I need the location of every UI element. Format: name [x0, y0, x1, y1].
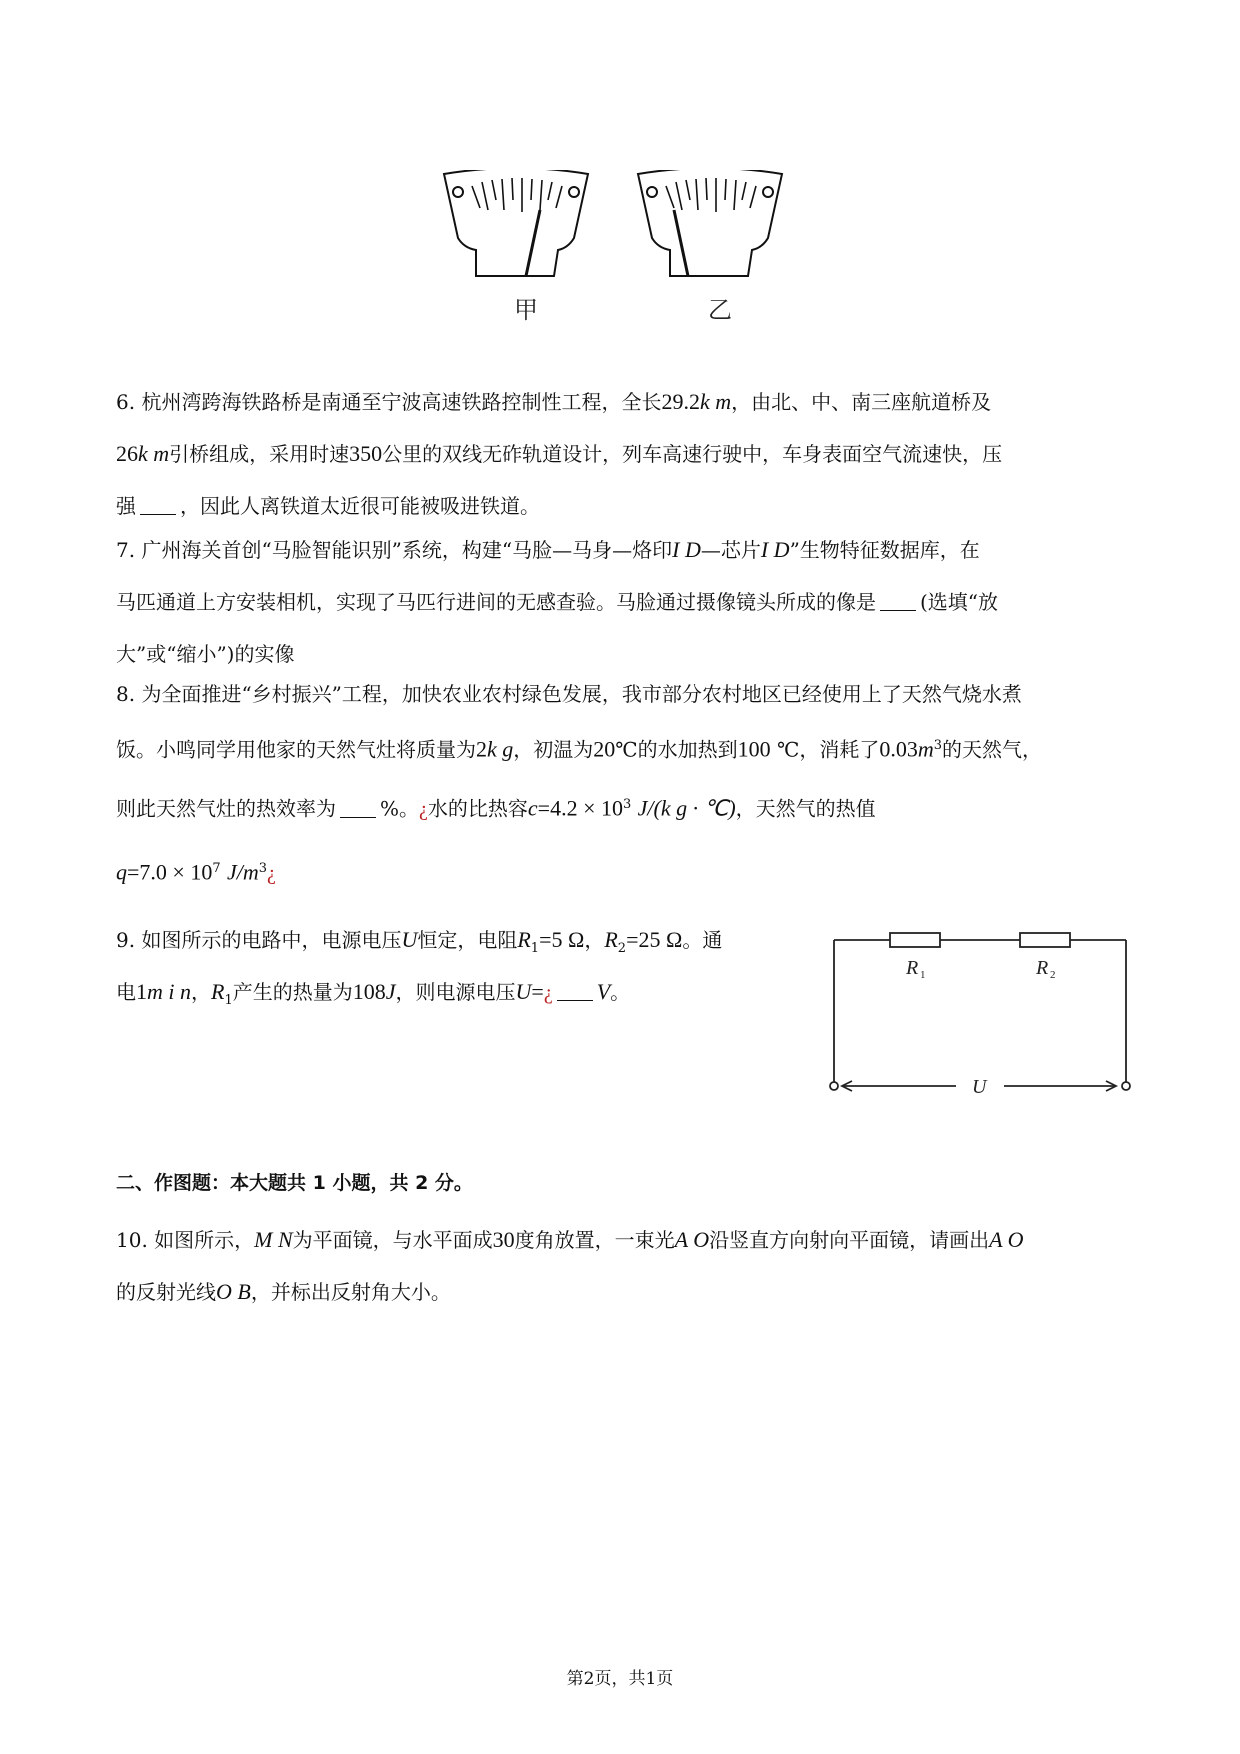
resistor-symbol: R: [604, 927, 618, 952]
q8-line-3: [116, 772, 1126, 838]
voltage-symbol: U: [515, 979, 532, 1004]
volume-value: 0.03: [879, 736, 918, 762]
meter-figure: [436, 170, 808, 332]
ray-symbol: A O: [674, 1227, 710, 1252]
terminal-left: [830, 1082, 838, 1090]
q6-text: ，因此人离铁道太近很可能被吸进铁道。: [180, 494, 540, 518]
q10-text: 为平面镜，与水平面成: [292, 1228, 493, 1252]
time-value: 1: [136, 979, 147, 1004]
resistor-symbol: R: [211, 979, 225, 1004]
q8-text: 水的比热容: [427, 796, 528, 821]
q9-text: 如图所示的电路中，电源电压: [141, 928, 402, 952]
formula-symbol: c: [527, 795, 538, 821]
circuit-label-r2: R: [1036, 957, 1049, 979]
q9-line-2: [116, 966, 816, 1018]
garbled-symbol: ¿: [419, 798, 428, 821]
q10-text: 的反射光线: [116, 1280, 216, 1304]
q8-text: 饭。小鸣同学用他家的天然气灶将质量为: [116, 737, 476, 762]
q10-text: ，并标出反射角大小。: [250, 1280, 451, 1304]
q8-text: 的水加热到: [637, 737, 738, 762]
q6-text: ，由北、中、南三座航道桥及: [731, 390, 992, 414]
q9-text: ，则电源电压: [395, 980, 516, 1004]
id-symbol: I D: [672, 537, 701, 562]
q8-text: 的天然气，: [942, 737, 1043, 762]
meter-label-yi: 乙: [708, 296, 732, 324]
subscript: 1: [224, 993, 233, 1008]
meter-jia: [444, 170, 588, 276]
garbled-symbol: ¿: [543, 982, 553, 1004]
q7-line-1: [116, 524, 1126, 576]
volume-unit: m: [917, 736, 934, 762]
q10-line-1: [116, 1214, 1126, 1266]
id-symbol: I D: [760, 537, 790, 562]
voltage-unit: V: [596, 979, 611, 1004]
temp-final: 100: [737, 736, 771, 762]
resistor-value: =5 Ω: [539, 927, 585, 952]
formula-symbol: q: [116, 859, 127, 885]
formula-unit: J/m: [226, 859, 259, 885]
question-10: [116, 1214, 1126, 1318]
q10-text: 沿竖直方向射向平面镜，请画出: [709, 1228, 990, 1252]
q7-text: 马匹通道上方安装相机，实现了马匹行进间的无感查验。马脸通过摄像镜头所成的像是: [116, 590, 876, 614]
terminal-right: [1122, 1082, 1130, 1090]
answer-blank[interactable]: [140, 494, 176, 515]
answer-blank[interactable]: [880, 590, 916, 611]
meter-label-jia: 甲: [514, 296, 538, 324]
q10-text: 度角放置，一束光: [514, 1228, 675, 1252]
circuit-diagram: [826, 924, 1132, 1094]
question-8: [116, 668, 1126, 900]
voltage-symbol: U: [401, 927, 418, 952]
question-number: 6.: [116, 390, 136, 414]
question-number: 10.: [116, 1228, 148, 1252]
circuit-label-r2-sub: 2: [1050, 969, 1056, 981]
question-7: [116, 524, 1126, 680]
q6-line-1: [116, 376, 1126, 428]
mass-unit: k g: [487, 736, 514, 762]
meter-yi: [638, 170, 782, 276]
question-6: [116, 376, 1126, 532]
q8-text: ，初温为: [513, 737, 594, 762]
formula-exponent: 3: [623, 797, 632, 812]
heat-value: 108: [352, 979, 386, 1004]
temp-unit: ℃: [777, 737, 800, 762]
q7-text: —芯片: [700, 538, 761, 562]
q10-text: 如图所示，: [154, 1228, 255, 1252]
resistor-r2: [1020, 933, 1070, 947]
q9-text: ，: [191, 980, 211, 1004]
q7-line-2: [116, 576, 1126, 628]
formula-exponent: 7: [212, 861, 221, 876]
circuit-label-r1-sub: 1: [920, 969, 926, 981]
q7-text: 大”或“缩小”)的实像: [116, 642, 295, 666]
formula-unit: J/(k g · ℃): [637, 795, 736, 821]
q9-text: ，: [584, 928, 605, 952]
ray-symbol: O B: [216, 1279, 251, 1304]
time-unit: m i n: [147, 979, 191, 1004]
q9-text: 产生的热量为: [232, 980, 353, 1004]
q8-line-2: 饭。小鸣同学用他家的天然气灶将质量为2k g，初温为20℃的水加热到100 ℃，消耗了$0.03m^3$的天然气，: [116, 736, 1043, 762]
subscript: 1: [530, 941, 540, 956]
circuit-label-r1: R: [906, 957, 919, 979]
q7-text: ”生物特征数据库，在: [789, 538, 980, 562]
q10-line-2: [116, 1266, 1126, 1318]
q6-text: 公里的双线无砟轨道设计，列车高速行驶中，车身表面空气流速快，压: [382, 442, 1003, 466]
q8-line-4: [116, 838, 1126, 900]
angle-value: 30: [492, 1227, 515, 1252]
subscript: 2: [617, 941, 627, 956]
length-value: 29.2: [661, 389, 700, 414]
q8-text: 为全面推进“乡村振兴”工程，加快农业农村绿色发展，我市部分农村地区已经使用上了天然气烧水煮: [141, 682, 1022, 706]
q8-text: %。: [380, 796, 420, 821]
speed-value: 350: [349, 441, 383, 466]
question-number: 9.: [116, 928, 136, 952]
q9-text: 电: [116, 980, 136, 1004]
q6-text: 引桥组成，采用时速: [169, 442, 350, 466]
q8-text: 则此天然气灶的热效率为: [116, 796, 336, 821]
section-title: 二、作图题：本大题共 1 小题，共 2 分。: [116, 1172, 473, 1194]
q9-line-1: [116, 914, 816, 966]
question-number: 7.: [116, 538, 136, 562]
q9-text: 。: [610, 980, 631, 1004]
equals-sign: =: [531, 979, 544, 1004]
q8-text: ，消耗了: [799, 737, 880, 762]
temp-initial: 20: [593, 736, 616, 762]
resistor-value: =25 Ω: [626, 927, 683, 952]
formula-exponent: 3: [258, 861, 268, 876]
mass-value: 2: [476, 736, 487, 762]
circuit-label-u: U: [972, 1076, 987, 1094]
ray-symbol: A O: [989, 1227, 1024, 1252]
question-9: [116, 914, 816, 1018]
question-number: 8.: [116, 682, 136, 706]
q7-text: 广州海关首创“马脸智能识别”系统，构建“马脸—马身—烙印: [141, 538, 673, 562]
resistor-symbol: R: [517, 927, 531, 952]
q9-text: 。通: [682, 928, 723, 952]
temp-unit: ℃: [615, 737, 638, 762]
page-footer: 第2页，共1页: [566, 1669, 674, 1689]
q8-line-1: [116, 668, 1126, 720]
q7-text: (选填“放: [920, 590, 999, 614]
length-value: 26: [116, 441, 138, 466]
mirror-symbol: M N: [254, 1227, 293, 1252]
q9-text: 恒定，电阻: [417, 928, 518, 952]
length-unit: k m: [138, 441, 170, 466]
answer-blank[interactable]: [340, 797, 376, 818]
heat-unit: J: [385, 979, 396, 1004]
q6-text: 强: [116, 494, 136, 518]
length-unit: k m: [699, 389, 732, 414]
formula-text: =7.0 × 10: [127, 859, 213, 885]
resistor-r1: [890, 933, 940, 947]
answer-blank[interactable]: [557, 980, 593, 1001]
q8-text: ，天然气的热值: [735, 796, 876, 821]
garbled-symbol: ¿: [267, 862, 276, 885]
q6-text: 杭州湾跨海铁路桥是南通至宁波高速铁路控制性工程，全长: [141, 390, 662, 414]
q6-line-2: [116, 428, 1126, 480]
formula-text: =4.2 × 10: [537, 795, 623, 821]
